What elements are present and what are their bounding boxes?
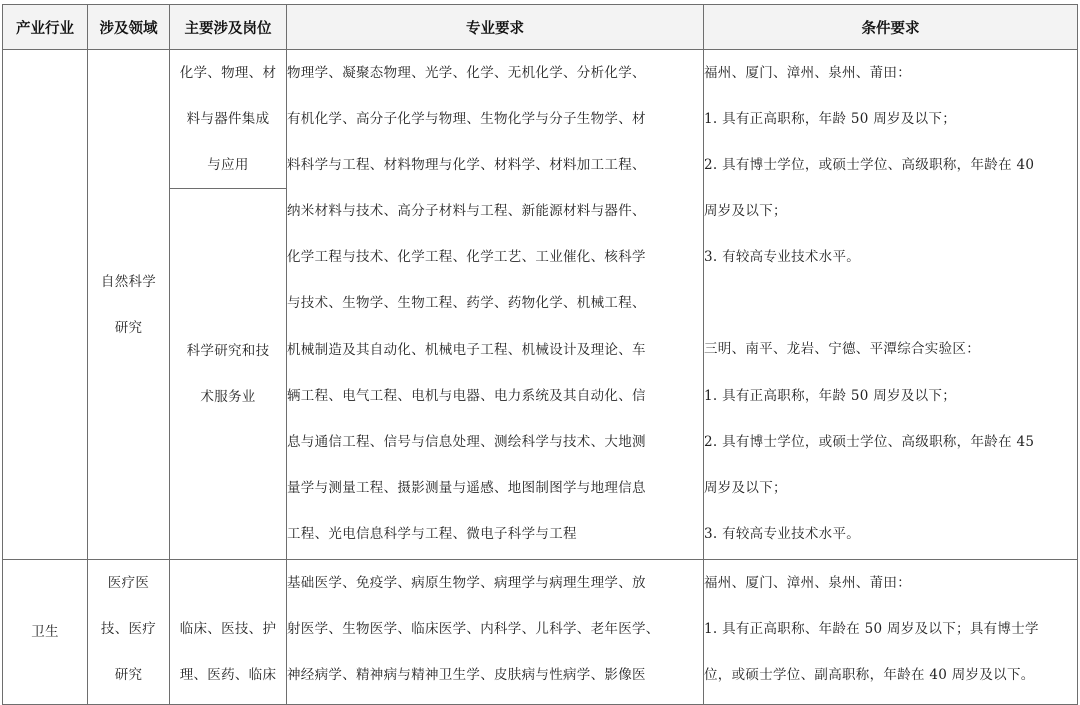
positions-line (170, 560, 286, 606)
majors-line: 神经病学、精神病与精神卫生学、皮肤病与性病学、影像医 (287, 667, 646, 684)
table-row (3, 560, 1078, 705)
positions-cell (170, 50, 287, 189)
majors-line: 纳米材料与技术、高分子材料与工程、新能源材料与器件、 (287, 203, 646, 220)
majors-line: 基础医学、免疫学、病原生物学、病理学与病理生理学、放 (287, 575, 646, 592)
field-cell (88, 50, 170, 560)
conditions-line: 1. 具有正高职称，年龄 50 周岁及以下； (704, 111, 957, 128)
field-line: 研究 (114, 319, 143, 336)
table-row (3, 50, 1078, 189)
conditions-line: 2. 具有博士学位，或硕士学位、高级职称，年龄在 40 (704, 157, 1035, 174)
positions-line: 理、医药、临床 (179, 667, 277, 684)
header-industry: 产业行业 (3, 5, 88, 50)
majors-line: 物理学、凝聚态物理、光学、化学、无机化学、分析化学、 (287, 65, 646, 81)
header-positions: 主要涉及岗位 (170, 5, 287, 50)
field-cell (88, 560, 170, 705)
header-majors: 专业要求 (287, 5, 704, 50)
majors-line: 量学与测量工程、摄影测量与遥感、地图制图学与地理信息 (287, 479, 646, 496)
positions-line: 术服务业 (200, 389, 256, 406)
header-conditions: 条件要求 (704, 5, 1078, 50)
positions-line: 料与器件集成 (186, 111, 270, 128)
conditions-line: 位，或硕士学位、副高职称，年龄在 40 周岁及以下。 (704, 667, 1035, 684)
majors-line: 息与通信工程、信号与信息处理、测绘科学与技术、大地测 (287, 433, 646, 450)
positions-cell (170, 189, 287, 560)
conditions-line: 2. 具有博士学位，或硕士学位、高级职称，年龄在 45 (704, 433, 1035, 450)
conditions-line: 周岁及以下； (704, 203, 787, 220)
industry-label: 卫生 (31, 624, 59, 641)
majors-cell (287, 50, 704, 560)
conditions-cell (704, 560, 1078, 705)
positions-line: 临床、医技、护 (179, 621, 277, 638)
majors-line: 工程、光电信息科学与工程、微电子科学与工程 (287, 525, 577, 542)
field-line: 自然科学 (100, 273, 157, 290)
talent-requirements-table (2, 4, 1078, 705)
positions-line: 科学研究和技 (186, 343, 270, 360)
majors-line: 料科学与工程、材料物理与化学、材料学、材料加工工程、 (287, 157, 646, 174)
positions-line: 与应用 (207, 157, 249, 174)
conditions-line: 1. 具有正高职称，年龄 50 周岁及以下； (704, 387, 957, 404)
positions-line: 化学、物理、材 (179, 65, 277, 81)
conditions-line: 福州、厦门、漳州、泉州、莆田： (704, 65, 911, 81)
conditions-line: 周岁及以下； (704, 479, 787, 496)
majors-line: 有机化学、高分子化学与物理、生物化学与分子生物学、材 (287, 111, 646, 128)
header-field: 涉及领域 (88, 5, 170, 50)
majors-cell (287, 560, 704, 705)
conditions-line: 1. 具有正高职称、年龄在 50 周岁及以下；具有博士学 (704, 621, 1039, 638)
positions-cell (170, 560, 287, 705)
conditions-line: 三明、南平、龙岩、宁德、平潭综合实验区： (704, 341, 980, 358)
field-line: 医疗医 (107, 575, 150, 592)
industry-cell (3, 560, 88, 705)
majors-line: 与技术、生物学、生物工程、药学、药物化学、机械工程、 (287, 295, 646, 312)
conditions-line: 福州、厦门、漳州、泉州、莆田： (704, 575, 911, 592)
field-line: 技、医疗 (100, 621, 157, 638)
conditions-line: 3. 有较高专业技术水平。 (704, 249, 861, 266)
majors-line: 机械制造及其自动化、机械电子工程、机械设计及理论、车 (287, 341, 646, 358)
spacer (704, 280, 1077, 326)
industry-cell-empty (3, 50, 88, 560)
conditions-cell (704, 50, 1078, 560)
majors-line: 辆工程、电气工程、电机与电器、电力系统及其自动化、信 (287, 387, 646, 404)
header-row (3, 5, 1078, 50)
field-line: 研究 (114, 667, 143, 684)
majors-line: 化学工程与技术、化学工程、化学工艺、工业催化、核科学 (287, 249, 646, 266)
conditions-line: 3. 有较高专业技术水平。 (704, 525, 861, 542)
majors-line: 射医学、生物医学、临床医学、内科学、儿科学、老年医学、 (287, 621, 660, 638)
